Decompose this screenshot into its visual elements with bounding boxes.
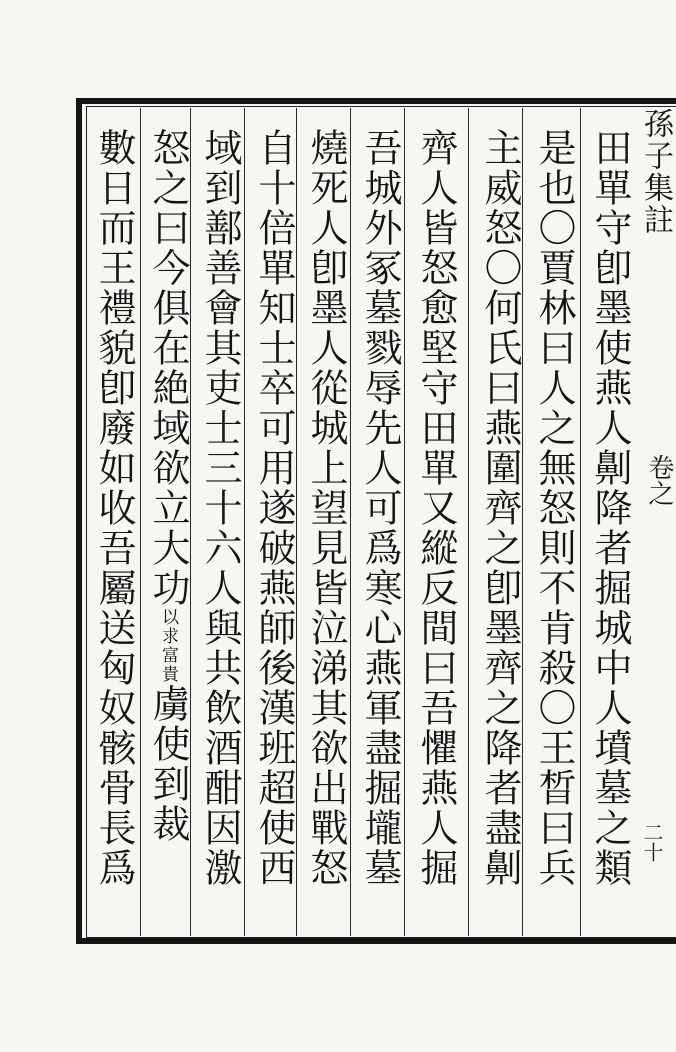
- book-title: 孫子集註: [638, 108, 673, 236]
- text-column-9-tail: 虜使到裁: [146, 684, 190, 844]
- interlinear-note-line-1: 以求: [158, 608, 178, 646]
- interlinear-note: [146, 608, 190, 684]
- text-column-9: [146, 128, 190, 844]
- column-rule: [140, 108, 141, 936]
- text-column-4: 齊人皆怒愈堅守田單又縱反間曰吾懼燕人掘: [414, 128, 458, 888]
- text-column-2: 是也〇賈林曰人之無怒則不肯殺〇王晳曰兵: [532, 128, 576, 888]
- text-column-9-main: 怒之曰今俱在絶域欲立大功: [146, 128, 190, 608]
- text-column-7: 自十倍單知士卒可用遂破燕師後漢班超使西: [252, 128, 296, 888]
- page-number: 二十: [640, 822, 664, 862]
- column-rule: [296, 108, 297, 936]
- chapter-mark: 卷之: [644, 454, 674, 506]
- interlinear-note-line-2: 富貴: [158, 646, 178, 684]
- column-rule: [244, 108, 245, 936]
- column-rule: [350, 108, 351, 936]
- column-rule: [522, 108, 523, 936]
- column-rule: [190, 108, 191, 936]
- text-column-1: 田單守卽墨使燕人劓降者掘城中人墳墓之類: [588, 128, 632, 888]
- text-column-3: 主威怒〇何氏曰燕圍齊之卽墨齊之降者盡劓: [478, 128, 522, 888]
- column-rule: [580, 108, 581, 936]
- text-column-10: 數日而王禮貌卽廢如收吾屬送匈奴骸骨長爲: [92, 128, 136, 888]
- text-column-6: 燒死人卽墨人從城上望見皆泣涕其欲出戰怒: [304, 128, 348, 888]
- column-rule: [468, 108, 469, 936]
- text-column-5: 吾城外冢墓戮辱先人可爲寒心燕軍盡掘壠墓: [358, 128, 402, 888]
- text-column-8: 域到鄯善會其吏士三十六人與共飲酒酣因激: [198, 128, 242, 888]
- column-rule: [404, 108, 405, 936]
- folio-strip: [638, 104, 674, 940]
